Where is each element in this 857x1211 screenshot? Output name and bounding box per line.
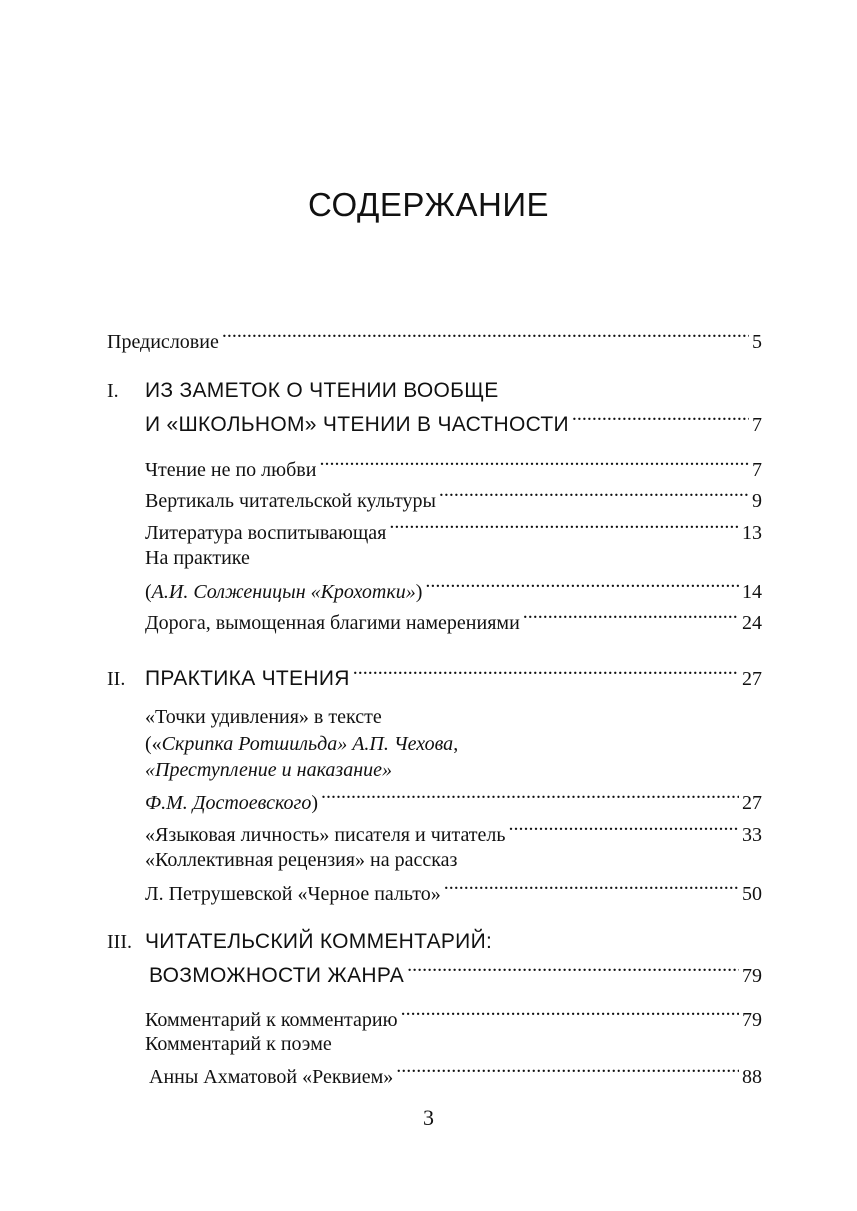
toc-entry[interactable] [145,450,762,483]
toc-entry-cont[interactable] [145,731,762,757]
dot-leader [425,572,739,598]
entry-page-number: 79 [742,1009,762,1031]
entry-title-line2: (А.И. Солженицын «Крохотки») [145,581,423,603]
dot-leader [353,659,739,685]
entry-page-number: 27 [742,668,762,690]
section-number: I. [107,380,119,402]
dot-leader [444,874,739,900]
section-number: III. [107,931,132,953]
entry-title: Чтение не по любви [145,459,317,481]
entry-page-number: 27 [742,792,762,814]
entry-page-number: 7 [752,459,762,481]
section-number: II. [107,668,126,690]
entry-title-line4: Ф.М. Достоевского) [145,792,319,814]
section-heading-3-cont[interactable] [149,956,762,989]
dot-leader [407,956,739,982]
section-title-line1: ИЗ ЗАМЕТОК О ЧТЕНИИ ВООБЩЕ [145,379,499,402]
dot-leader [401,1000,739,1026]
entry-title: «Точки удивления» в тексте [145,706,382,728]
dot-leader [523,603,739,629]
section-title-line1: ПРАКТИКА ЧТЕНИЯ [145,667,350,690]
toc-entry-cont[interactable] [145,757,762,783]
entry-page-number: 50 [742,883,762,905]
toc-entry-cont[interactable] [149,1057,762,1090]
page-title: СОДЕРЖАНИЕ [307,186,550,223]
toc-entry[interactable] [145,815,762,848]
toc-entry-cont[interactable] [145,572,762,605]
entry-title: Дорога, вымощенная благими намерениями [145,612,520,634]
dot-leader [396,1057,739,1083]
dot-leader [389,513,739,539]
entry-title-line3: «Преступление и наказание» [145,759,393,781]
section-title-line1: ЧИТАТЕЛЬСКИЙ КОММЕНТАРИЙ: [145,930,493,953]
entry-title: «Языковая личность» писателя и читатель [145,824,506,846]
entry-title-line2: Л. Петрушевской «Черное пальто» [145,883,441,905]
entry-title: Предисловие [107,331,219,353]
section-heading-3[interactable] [107,929,762,955]
toc-entry[interactable] [145,1031,762,1057]
dot-leader [222,322,749,348]
section-heading-2[interactable] [107,659,762,692]
entry-title-line2: («Скрипка Ротшильда» А.П. Чехова, [145,733,459,755]
entry-page-number: 13 [742,522,762,544]
dot-leader [319,450,749,476]
entry-page-number: 5 [752,331,762,353]
entry-page-number: 33 [742,824,762,846]
entry-title: Комментарий к комментарию [145,1009,398,1031]
entry-title: Литература воспитывающая [145,522,387,544]
entry-title: На практике [145,547,250,569]
dot-leader [509,815,739,841]
entry-title: Вертикаль читательской культуры [145,490,436,512]
toc-entry[interactable] [145,481,762,514]
toc-entry[interactable] [145,545,762,571]
toc-entry[interactable] [145,603,762,636]
entry-page-number: 88 [742,1066,762,1088]
toc-entry-cont[interactable] [145,783,762,816]
dot-leader [321,783,739,809]
toc-entry[interactable] [145,704,762,730]
entry-title: «Коллективная рецензия» на рассказ [145,849,458,871]
section-title-line2: ВОЗМОЖНОСТИ ЖАНРА [149,964,405,987]
entry-title-line2: Анны Ахматовой «Реквием» [149,1066,394,1088]
section-heading-1-cont[interactable] [145,405,762,438]
dot-leader [572,405,749,431]
toc-entry[interactable] [145,513,762,546]
toc-entry[interactable] [145,1000,762,1033]
entry-page-number: 14 [742,581,762,603]
toc-entry[interactable] [145,847,762,873]
section-heading-1[interactable] [107,378,762,404]
toc-entry-cont[interactable] [145,874,762,907]
dot-leader [439,481,749,507]
toc-entry-preface[interactable] [107,322,762,355]
section-title-line2: И «ШКОЛЬНОМ» ЧТЕНИИ В ЧАСТНОСТИ [145,413,569,436]
entry-title: Комментарий к поэме [145,1033,332,1055]
entry-page-number: 79 [742,965,762,987]
page-number: 3 [423,1105,434,1130]
entry-page-number: 7 [752,414,762,436]
entry-page-number: 9 [752,490,762,512]
entry-page-number: 24 [742,612,762,634]
